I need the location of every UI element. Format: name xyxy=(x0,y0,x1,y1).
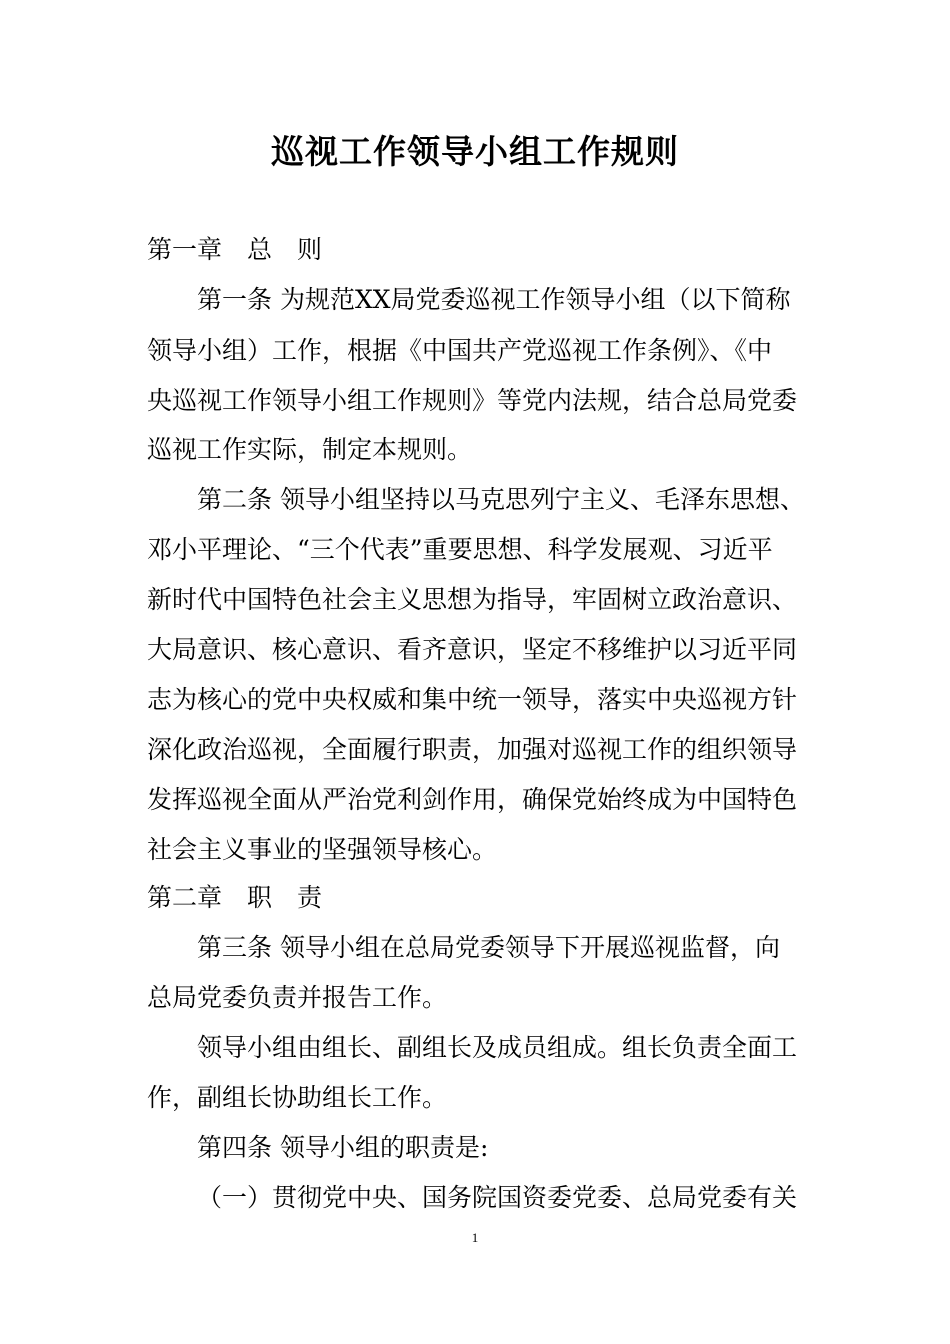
text-line: 发挥巡视全面从严治党利剑作用，确保党始终成为中国特色 xyxy=(147,785,798,814)
chapter-heading: 第二章 职 责 xyxy=(147,883,323,912)
text-line: 社会主义事业的坚强领导核心。 xyxy=(147,835,498,864)
text-line: 志为核心的党中央权威和集中统一领导，落实中央巡视方针 xyxy=(147,685,798,714)
text-line: （一）贯彻党中央、国务院国资委党委、总局党委有关 xyxy=(197,1183,798,1212)
text-line: 巡视工作实际，制定本规则。 xyxy=(147,435,473,464)
text-line: 领导小组由组长、副组长及成员组成。组长负责全面工 xyxy=(197,1033,798,1062)
text-line: 第二条 领导小组坚持以马克思列宁主义、毛泽东思想、 xyxy=(197,485,805,514)
text-line: 大局意识、核心意识、看齐意识，坚定不移维护以习近平同 xyxy=(147,635,798,664)
text-line: 第四条 领导小组的职责是: xyxy=(197,1133,489,1162)
text-line: 作，副组长协助组长工作。 xyxy=(147,1083,448,1112)
page-number: 1 xyxy=(471,1230,479,1245)
text-line: 第三条 领导小组在总局党委领导下开展巡视监督，向 xyxy=(197,933,780,962)
text-line: 第一条 为规范XX局党委巡视工作领导小组（以下简称 xyxy=(197,285,791,314)
document-title: 巡视工作领导小组工作规则 xyxy=(271,132,679,171)
text-line: 央巡视工作领导小组工作规则》等党内法规，结合总局党委 xyxy=(147,386,798,415)
text-line: 深化政治巡视，全面履行职责，加强对巡视工作的组织领导 xyxy=(147,735,798,764)
chapter-heading: 第一章 总 则 xyxy=(147,235,323,264)
text-line: 总局党委负责并报告工作。 xyxy=(147,983,448,1012)
text-line: 邓小平理论、“三个代表”重要思想、科学发展观、习近平 xyxy=(147,535,773,564)
text-line: 新时代中国特色社会主义思想为指导，牢固树立政治意识、 xyxy=(147,585,798,614)
text-line: 领导小组）工作，根据《中国共产党巡视工作条例》、《中 xyxy=(147,336,773,365)
